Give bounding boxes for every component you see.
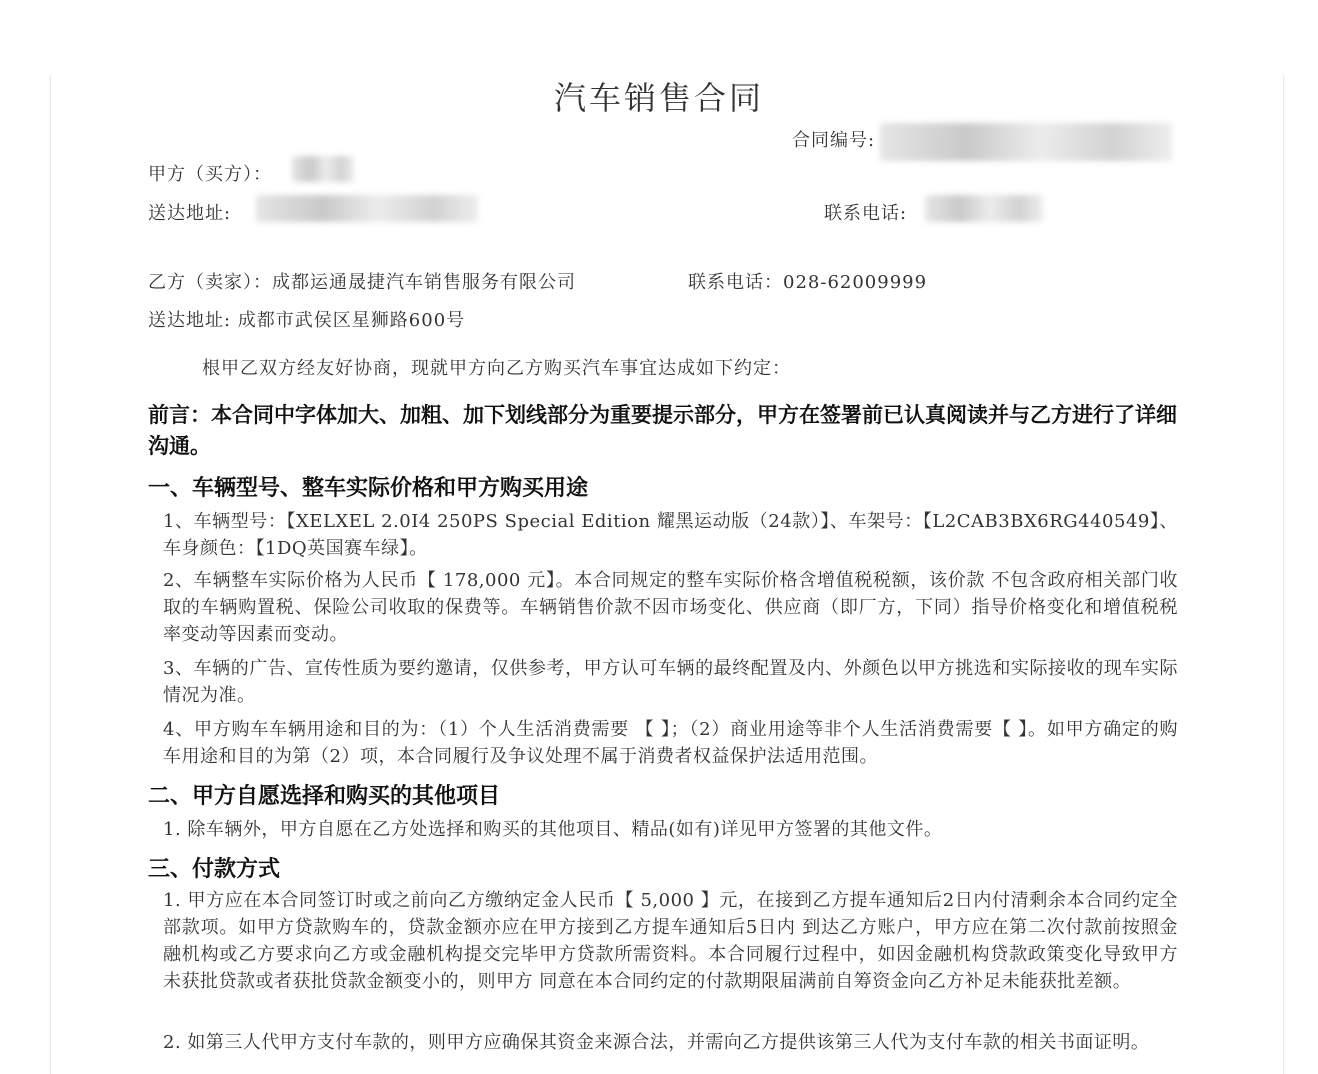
section-1-paragraph-3: 3、车辆的广告、宣传性质为要约邀请，仅供参考，甲方认可车辆的最终配置及内、外颜色以甲方挑选和实际接收的现车实际情况为准。: [163, 658, 1178, 706]
party-a-address-label: 送达地址:: [148, 203, 232, 224]
section-2-paragraph-1: 1. 除车辆外，甲方自愿在乙方处选择和购买的其他项目、精品(如有)详见甲方签署的其他文件。: [163, 819, 943, 840]
party-a-label: 甲方（买方）：: [148, 164, 272, 185]
contract-number-label: 合同编号:: [792, 130, 876, 151]
document-title: 汽车销售合同: [553, 79, 764, 117]
party-b-phone: 联系电话：028-62009999: [688, 272, 928, 293]
section-3-paragraph-1: 1. 甲方应在本合同签订时或之前向乙方缴纳定金人民币【 5,000 】元，在接到乙方提车通知后2日内付清剩余本合同约定全部款项。如甲方贷款购车的，贷款金额亦应在甲方接到乙方提车通知后5日内 到达乙方账户，甲方应在第二次付款前按照金融机构或乙方要求向乙方或金融机构提交完毕甲方贷款所需资料。本合同履行过程中，如因金融机构贷款政策变化导致甲方未获批贷款或者获批贷款金额变小的，则甲方 同意在本合同约定的付款期限届满前自筹资金向乙方补足未能获批差额。: [163, 890, 1178, 992]
section-1-paragraph-4: 4、甲方购车车辆用途和目的为：（1）个人生活消费需要 【 】；（2）商业用途等非个人生活消费需要【 】。如甲方确定的购车用途和目的为第（2）项，本合同履行及争议处理不属于消费者权益保护法适用范围。: [163, 719, 1178, 767]
redacted-party-a-phone: [925, 195, 1043, 222]
preface-text: 前言：本合同中字体加大、加粗、加下划线部分为重要提示部分，甲方在签署前已认真阅读并与乙方进行了详细沟通。: [148, 403, 1177, 458]
party-b-address: 送达地址: 成都市武侯区星狮路600号: [148, 310, 466, 331]
intro-text: 根甲乙双方经友好协商，现就甲方向乙方购买汽车事宜达成如下约定：: [202, 358, 791, 379]
section-2-heading: 二、甲方自愿选择和购买的其他项目: [148, 784, 501, 809]
section-1-paragraph-2: 2、车辆整车实际价格为人民币【 178,000 元】。本合同规定的整车实际价格含增值税税额，该价款 不包含政府相关部门收取的车辆购置税、保险公司收取的保费等。车辆销售价款不因市场变化、供应商（即厂方，下同）指导价格变化和增值税税率变动等因素而变动。: [163, 570, 1178, 645]
redacted-party-a-name: [292, 156, 354, 182]
redacted-party-a-address: [256, 195, 478, 222]
redacted-contract-number: [880, 123, 1172, 161]
section-1-heading: 一、车辆型号、整车实际价格和甲方购买用途: [148, 476, 589, 501]
section-3-paragraph-2: 2. 如第三人代甲方支付车款的，则甲方应确保其资金来源合法，并需向乙方提供该第三人代为支付车款的相关书面证明。: [163, 1032, 1150, 1053]
section-1-paragraph-1: 1、车辆型号：【XELXEL 2.0I4 250PS Special Edition 耀黑运动版（24款）】、车架号：【L2CAB3BX6RG440549】、车身颜色：【1DQ英国赛车绿】。: [163, 511, 1178, 559]
party-a-phone-label: 联系电话:: [824, 203, 908, 224]
party-b-label: 乙方（卖家）：成都运通晟捷汽车销售服务有限公司: [148, 272, 576, 293]
section-3-heading: 三、付款方式: [148, 857, 281, 882]
